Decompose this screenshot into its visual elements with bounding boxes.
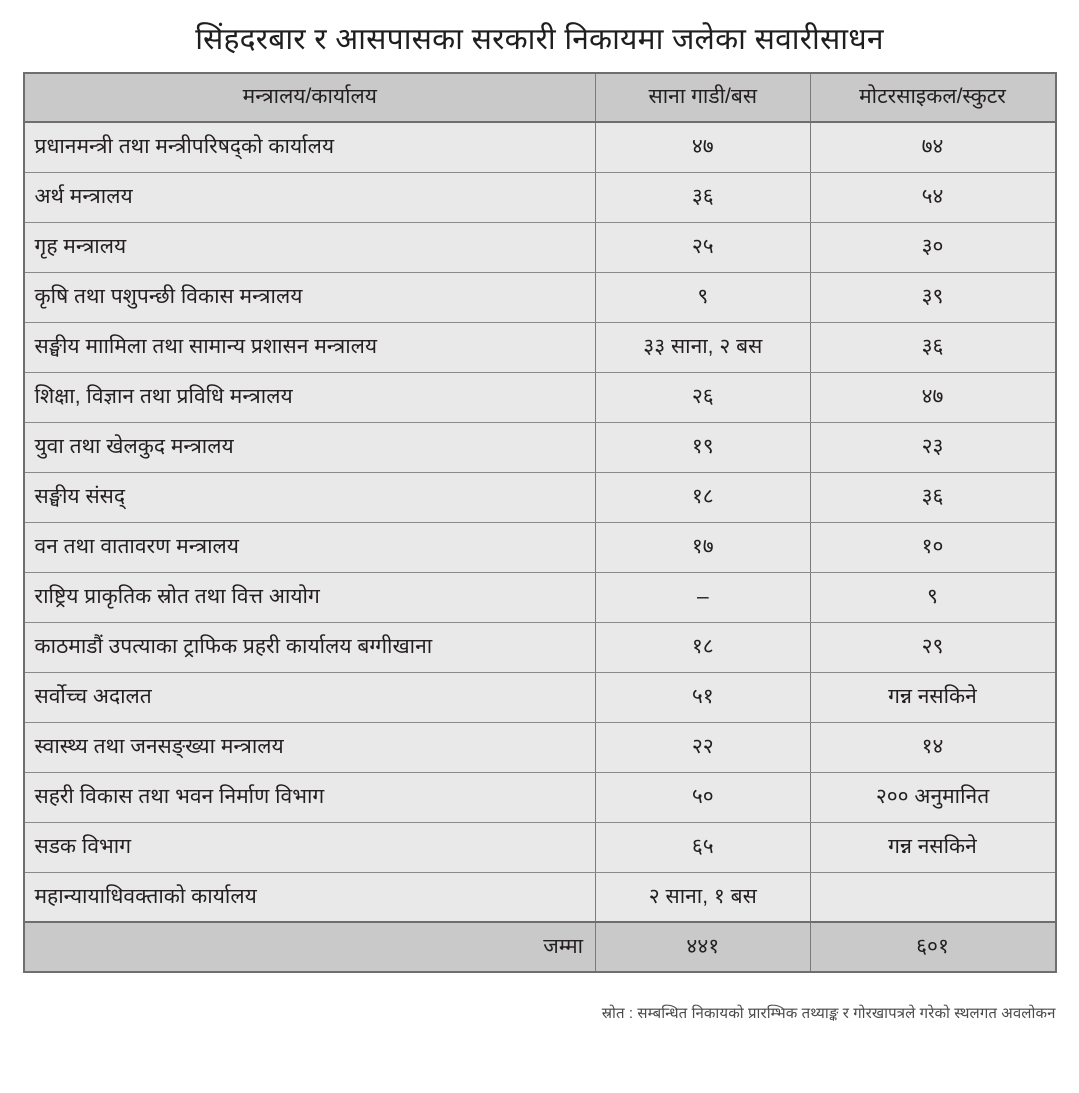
cell-small-vehicles: २५	[596, 222, 810, 272]
table-row	[24, 122, 1056, 172]
cell-motorcycles: ९	[810, 572, 1056, 622]
table-row	[24, 472, 1056, 522]
cell-small-vehicles: ३३ साना, २ बस	[596, 322, 810, 372]
cell-motorcycles: २३	[810, 422, 1056, 472]
cell-office: सर्वोच्च अदालत	[24, 672, 596, 722]
cell-small-vehicles: –	[596, 572, 810, 622]
table-row	[24, 772, 1056, 822]
table-row	[24, 272, 1056, 322]
cell-motorcycles: ३९	[810, 272, 1056, 322]
cell-small-vehicles: ५०	[596, 772, 810, 822]
column-header-motorcycles: मोटरसाइकल/स्कुटर	[810, 73, 1056, 122]
cell-small-vehicles: २२	[596, 722, 810, 772]
cell-motorcycles: २०० अनुमानित	[810, 772, 1056, 822]
cell-motorcycles: १४	[810, 722, 1056, 772]
cell-small-vehicles: ६५	[596, 822, 810, 872]
cell-motorcycles: १०	[810, 522, 1056, 572]
cell-small-vehicles: २ साना, १ बस	[596, 872, 810, 922]
cell-small-vehicles: ३६	[596, 172, 810, 222]
cell-motorcycles: गन्न नसकिने	[810, 672, 1056, 722]
cell-total-label: जम्मा	[24, 922, 596, 972]
cell-total-motorcycles: ६०१	[810, 922, 1056, 972]
cell-small-vehicles: ४७	[596, 122, 810, 172]
cell-motorcycles: २९	[810, 622, 1056, 672]
cell-office: कृषि तथा पशुपन्छी विकास मन्त्रालय	[24, 272, 596, 322]
cell-small-vehicles: १८	[596, 622, 810, 672]
cell-office: सङ्घीय संसद्	[24, 472, 596, 522]
cell-office: सहरी विकास तथा भवन निर्माण विभाग	[24, 772, 596, 822]
cell-small-vehicles: १७	[596, 522, 810, 572]
table-row	[24, 872, 1056, 922]
table-row	[24, 172, 1056, 222]
cell-motorcycles: ७४	[810, 122, 1056, 172]
table-row	[24, 722, 1056, 772]
cell-office: स्वास्थ्य तथा जनसङ्ख्या मन्त्रालय	[24, 722, 596, 772]
table-row	[24, 622, 1056, 672]
cell-motorcycles: ३६	[810, 322, 1056, 372]
table-row	[24, 372, 1056, 422]
column-header-office: मन्त्रालय/कार्यालय	[24, 73, 596, 122]
cell-office: वन तथा वातावरण मन्त्रालय	[24, 522, 596, 572]
cell-small-vehicles: १९	[596, 422, 810, 472]
cell-office: सङ्घीय माामिला तथा सामान्य प्रशासन मन्त्रालय	[24, 322, 596, 372]
table-header	[24, 73, 1056, 122]
table-container	[23, 72, 1057, 973]
cell-office: महान्यायाधिवक्ताको कार्यालय	[24, 872, 596, 922]
table-row	[24, 822, 1056, 872]
column-header-small-vehicles: साना गाडी/बस	[596, 73, 810, 122]
cell-office: गृह मन्त्रालय	[24, 222, 596, 272]
cell-motorcycles: ५४	[810, 172, 1056, 222]
source-note: स्रोत : सम्बन्धित निकायको प्रारम्भिक तथ्याङ्क र गोरखापत्रले गरेको स्थलगत अवलोकन	[601, 1005, 1056, 1022]
cell-office: प्रधानमन्त्री तथा मन्त्रीपरिषद्को कार्यालय	[24, 122, 596, 172]
cell-office: सडक विभाग	[24, 822, 596, 872]
table-body	[24, 122, 1056, 972]
cell-motorcycles: गन्न नसकिने	[810, 822, 1056, 872]
table-row	[24, 222, 1056, 272]
cell-small-vehicles: ५१	[596, 672, 810, 722]
cell-total-small-vehicles: ४४१	[596, 922, 810, 972]
burnt-vehicles-table	[23, 72, 1057, 973]
table-row	[24, 322, 1056, 372]
cell-small-vehicles: १८	[596, 472, 810, 522]
table-total-row	[24, 922, 1056, 972]
table-row	[24, 572, 1056, 622]
cell-motorcycles: ३०	[810, 222, 1056, 272]
cell-small-vehicles: ९	[596, 272, 810, 322]
cell-office: राष्ट्रिय प्राकृतिक स्रोत तथा वित्त आयोग	[24, 572, 596, 622]
table-header-row	[24, 73, 1056, 122]
cell-office: काठमाडौं उपत्याका ट्राफिक प्रहरी कार्यालय बग्गीखाना	[24, 622, 596, 672]
cell-motorcycles: ४७	[810, 372, 1056, 422]
table-row	[24, 422, 1056, 472]
table-row	[24, 672, 1056, 722]
table-row	[24, 522, 1056, 572]
cell-motorcycles	[810, 872, 1056, 922]
cell-office: शिक्षा, विज्ञान तथा प्रविधि मन्त्रालय	[24, 372, 596, 422]
cell-small-vehicles: २६	[596, 372, 810, 422]
cell-motorcycles: ३६	[810, 472, 1056, 522]
cell-office: अर्थ मन्त्रालय	[24, 172, 596, 222]
cell-office: युवा तथा खेलकुद मन्त्रालय	[24, 422, 596, 472]
page-title: सिंहदरबार र आसपासका सरकारी निकायमा जलेका सवारीसाधन	[195, 23, 884, 56]
